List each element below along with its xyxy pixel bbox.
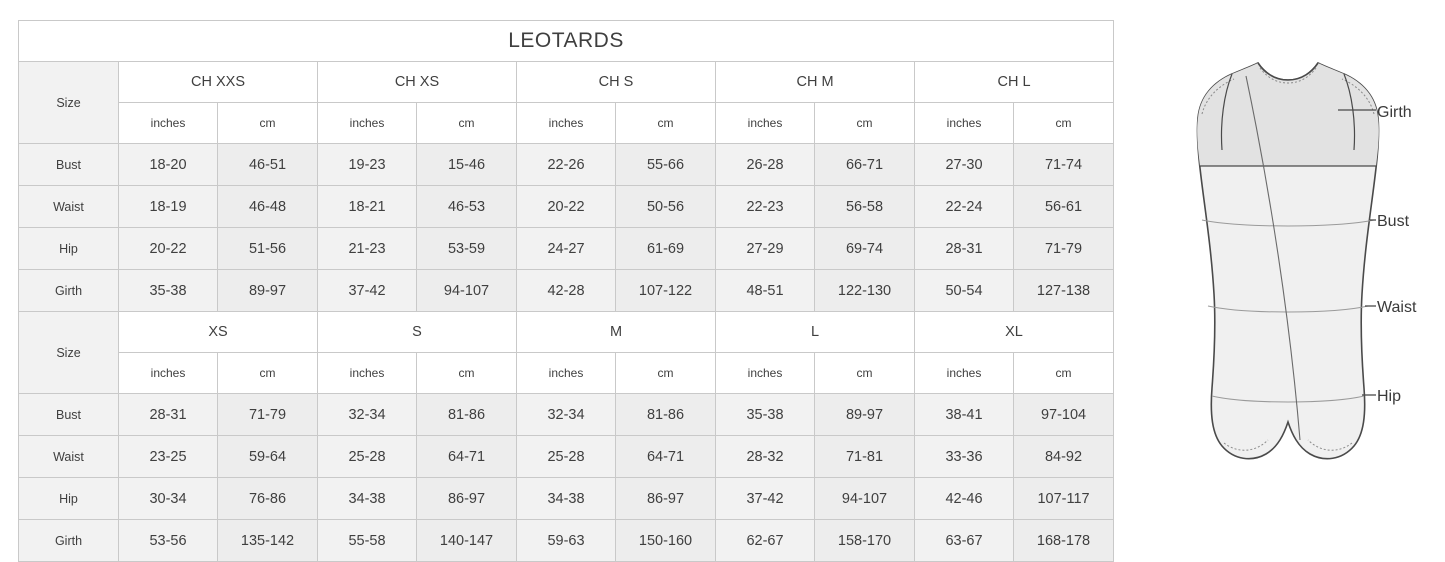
leotards-size-table	[18, 20, 1114, 562]
cell-value: 89-97	[815, 394, 915, 436]
cell-value: 76-86	[218, 478, 318, 520]
cell-value: 51-56	[218, 228, 318, 270]
cell-value: 46-48	[218, 186, 318, 228]
cell-value: 59-64	[218, 436, 318, 478]
table-title-row	[19, 21, 1114, 62]
cell-value: 38-41	[915, 394, 1014, 436]
cell-value: 61-69	[616, 228, 716, 270]
size-label-2: Size	[19, 312, 119, 394]
cell-value: 42-46	[915, 478, 1014, 520]
cell-value: 27-30	[915, 144, 1014, 186]
unit-cm: cm	[218, 103, 318, 144]
cell-value: 50-56	[616, 186, 716, 228]
cell-value: 122-130	[815, 270, 915, 312]
row-label-waist: Waist	[19, 186, 119, 228]
cell-value: 84-92	[1014, 436, 1114, 478]
cell-value: 86-97	[616, 478, 716, 520]
column-group-s: S	[318, 312, 517, 353]
group-header-row-2	[19, 312, 1114, 353]
row-label-girth: Girth	[19, 520, 119, 562]
row-label-hip: Hip	[19, 228, 119, 270]
cell-value: 71-79	[1014, 228, 1114, 270]
cell-value: 56-61	[1014, 186, 1114, 228]
unit-cm: cm	[815, 103, 915, 144]
leotard-yoke-shading	[1197, 63, 1379, 166]
cell-value: 71-74	[1014, 144, 1114, 186]
table-row	[19, 478, 1114, 520]
size-chart-container	[18, 20, 1114, 562]
cell-value: 25-28	[517, 436, 616, 478]
unit-cm: cm	[417, 353, 517, 394]
cell-value: 42-28	[517, 270, 616, 312]
unit-inches: inches	[318, 353, 417, 394]
column-group-ch-m: CH M	[716, 62, 915, 103]
unit-inches: inches	[517, 353, 616, 394]
unit-cm: cm	[616, 103, 716, 144]
cell-value: 37-42	[318, 270, 417, 312]
cell-value: 28-31	[119, 394, 218, 436]
cell-value: 28-32	[716, 436, 815, 478]
cell-value: 86-97	[417, 478, 517, 520]
cell-value: 20-22	[517, 186, 616, 228]
table-row	[19, 520, 1114, 562]
callout-label-hip: Hip	[1377, 388, 1402, 405]
unit-cm: cm	[616, 353, 716, 394]
cell-value: 150-160	[616, 520, 716, 562]
cell-value: 81-86	[417, 394, 517, 436]
page-title: LEOTARDS	[19, 21, 1114, 62]
cell-value: 35-38	[119, 270, 218, 312]
cell-value: 53-59	[417, 228, 517, 270]
cell-value: 50-54	[915, 270, 1014, 312]
cell-value: 33-36	[915, 436, 1014, 478]
unit-inches: inches	[716, 103, 815, 144]
column-group-ch-xs: CH XS	[318, 62, 517, 103]
cell-value: 32-34	[318, 394, 417, 436]
unit-cm: cm	[417, 103, 517, 144]
callout-label-girth: Girth	[1377, 104, 1412, 121]
column-group-ch-s: CH S	[517, 62, 716, 103]
callout-label-bust: Bust	[1377, 213, 1410, 230]
column-group-l: L	[716, 312, 915, 353]
cell-value: 158-170	[815, 520, 915, 562]
cell-value: 140-147	[417, 520, 517, 562]
cell-value: 35-38	[716, 394, 815, 436]
cell-value: 89-97	[218, 270, 318, 312]
unit-inches: inches	[716, 353, 815, 394]
cell-value: 32-34	[517, 394, 616, 436]
cell-value: 69-74	[815, 228, 915, 270]
cell-value: 59-63	[517, 520, 616, 562]
cell-value: 53-56	[119, 520, 218, 562]
row-label-girth: Girth	[19, 270, 119, 312]
cell-value: 30-34	[119, 478, 218, 520]
cell-value: 27-29	[716, 228, 815, 270]
callout-label-waist: Waist	[1377, 299, 1417, 316]
cell-value: 25-28	[318, 436, 417, 478]
group-header-row-1	[19, 62, 1114, 103]
unit-inches: inches	[915, 103, 1014, 144]
column-group-xl: XL	[915, 312, 1114, 353]
cell-value: 55-58	[318, 520, 417, 562]
leotard-figure-svg	[1140, 10, 1440, 530]
unit-cm: cm	[815, 353, 915, 394]
row-label-bust: Bust	[19, 144, 119, 186]
size-label-1: Size	[19, 62, 119, 144]
table-row	[19, 228, 1114, 270]
cell-value: 18-21	[318, 186, 417, 228]
cell-value: 97-104	[1014, 394, 1114, 436]
cell-value: 23-25	[119, 436, 218, 478]
row-label-waist: Waist	[19, 436, 119, 478]
cell-value: 19-23	[318, 144, 417, 186]
cell-value: 64-71	[417, 436, 517, 478]
unit-inches: inches	[119, 353, 218, 394]
unit-inches: inches	[318, 103, 417, 144]
table-row	[19, 270, 1114, 312]
cell-value: 62-67	[716, 520, 815, 562]
column-group-m: M	[517, 312, 716, 353]
unit-cm: cm	[218, 353, 318, 394]
cell-value: 64-71	[616, 436, 716, 478]
cell-value: 127-138	[1014, 270, 1114, 312]
cell-value: 15-46	[417, 144, 517, 186]
cell-value: 56-58	[815, 186, 915, 228]
table-row	[19, 186, 1114, 228]
cell-value: 22-26	[517, 144, 616, 186]
cell-value: 18-19	[119, 186, 218, 228]
cell-value: 135-142	[218, 520, 318, 562]
cell-value: 34-38	[517, 478, 616, 520]
unit-cm: cm	[1014, 103, 1114, 144]
cell-value: 46-51	[218, 144, 318, 186]
cell-value: 24-27	[517, 228, 616, 270]
unit-inches: inches	[915, 353, 1014, 394]
cell-value: 81-86	[616, 394, 716, 436]
cell-value: 168-178	[1014, 520, 1114, 562]
cell-value: 66-71	[815, 144, 915, 186]
cell-value: 22-24	[915, 186, 1014, 228]
unit-inches: inches	[517, 103, 616, 144]
table-row	[19, 144, 1114, 186]
cell-value: 48-51	[716, 270, 815, 312]
cell-value: 34-38	[318, 478, 417, 520]
unit-header-row-2	[19, 353, 1114, 394]
cell-value: 26-28	[716, 144, 815, 186]
column-group-ch-l: CH L	[915, 62, 1114, 103]
cell-value: 37-42	[716, 478, 815, 520]
cell-value: 71-79	[218, 394, 318, 436]
cell-value: 18-20	[119, 144, 218, 186]
row-label-bust: Bust	[19, 394, 119, 436]
cell-value: 107-117	[1014, 478, 1114, 520]
cell-value: 22-23	[716, 186, 815, 228]
unit-inches: inches	[119, 103, 218, 144]
cell-value: 94-107	[417, 270, 517, 312]
cell-value: 63-67	[915, 520, 1014, 562]
unit-cm: cm	[1014, 353, 1114, 394]
cell-value: 21-23	[318, 228, 417, 270]
cell-value: 28-31	[915, 228, 1014, 270]
table-row	[19, 436, 1114, 478]
row-label-hip: Hip	[19, 478, 119, 520]
cell-value: 94-107	[815, 478, 915, 520]
cell-value: 20-22	[119, 228, 218, 270]
unit-header-row-1	[19, 103, 1114, 144]
cell-value: 107-122	[616, 270, 716, 312]
cell-value: 71-81	[815, 436, 915, 478]
cell-value: 55-66	[616, 144, 716, 186]
leotard-measurement-diagram	[1140, 10, 1440, 530]
table-row	[19, 394, 1114, 436]
column-group-ch-xxs: CH XXS	[119, 62, 318, 103]
cell-value: 46-53	[417, 186, 517, 228]
column-group-xs: XS	[119, 312, 318, 353]
